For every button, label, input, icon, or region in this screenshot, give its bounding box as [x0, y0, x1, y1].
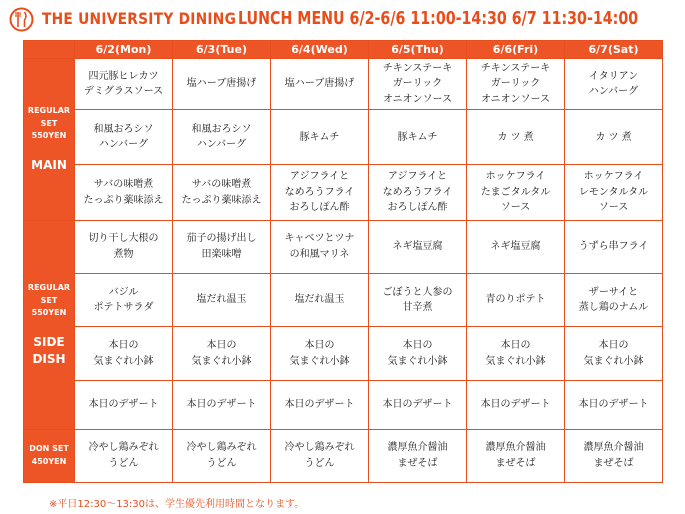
menu-item: 豚キムチ — [369, 110, 467, 165]
don-section-label — [24, 429, 75, 482]
menu-item: アジフライと なめろうフライ おろしぽん酢 — [369, 165, 467, 220]
menu-item: アジフライと なめろうフライ おろしぽん酢 — [271, 165, 369, 220]
menu-item: 豚キムチ — [271, 110, 369, 165]
menu-item: 本日のデザート — [369, 381, 467, 429]
menu-item: 濃厚魚介醤油 まぜそば — [369, 429, 467, 482]
menu-item: 冷やし鶏みぞれ うどん — [75, 429, 173, 482]
menu-item: カ ツ 煮 — [565, 110, 663, 165]
menu-row — [24, 59, 663, 110]
day-header: 6/4(Wed) — [271, 41, 369, 59]
menu-item: 和風おろシソ ハンバーグ — [173, 110, 271, 165]
menu-row — [24, 273, 663, 326]
menu-title: LUNCH MENU 6/2-6/6 11:00-14:30 6/7 11:30-14:00 — [238, 8, 639, 29]
main-section-label — [24, 59, 75, 221]
menu-item: カ ツ 煮 — [467, 110, 565, 165]
day-header: 6/2(Mon) — [75, 41, 173, 59]
menu-item: サバの味噌煮 たっぷり薬味添え — [173, 165, 271, 220]
menu-item: チキンステーキ ガーリック オニオンソース — [369, 59, 467, 110]
menu-item: 四元豚ヒレカツ デミグラスソース — [75, 59, 173, 110]
menu-item: 本日の 気まぐれ小鉢 — [75, 327, 173, 381]
menu-item: ホッケフライ たまごタルタル ソース — [467, 165, 565, 220]
menu-item: 本日のデザート — [467, 381, 565, 429]
menu-item: チキンステーキ ガーリック オニオンソース — [467, 59, 565, 110]
menu-item: 本日のデザート — [75, 381, 173, 429]
menu-item: キャベツとツナ の和風マリネ — [271, 220, 369, 273]
set-price-label: DON SET 450YEN — [29, 444, 69, 466]
brand-name: THE UNIVERSITY DINING — [42, 9, 237, 28]
menu-item: 切り干し大根の 煮物 — [75, 220, 173, 273]
menu-item: 冷やし鶏みぞれ うどん — [271, 429, 369, 482]
menu-item: ネギ塩豆腐 — [467, 220, 565, 273]
menu-item: ネギ塩豆腐 — [369, 220, 467, 273]
menu-item: ごぼうと人参の 甘辛煮 — [369, 273, 467, 326]
menu-item: ザーサイと 蒸し鶏のナムル — [565, 273, 663, 326]
menu-row — [24, 381, 663, 429]
menu-item: 濃厚魚介醤油 まぜそば — [565, 429, 663, 482]
set-price-label: REGULAR SET 550YEN — [27, 282, 71, 318]
menu-item: 塩だれ温玉 — [271, 273, 369, 326]
menu-row — [24, 327, 663, 381]
day-header: 6/5(Thu) — [369, 41, 467, 59]
menu-item: 本日の 気まぐれ小鉢 — [467, 327, 565, 381]
menu-item: 濃厚魚介醤油 まぜそば — [467, 429, 565, 482]
header — [0, 0, 685, 40]
menu-item: イタリアン ハンバーグ — [565, 59, 663, 110]
menu-item: 冷やし鶏みぞれ うどん — [173, 429, 271, 482]
menu-item: 塩ハーブ唐揚げ — [173, 59, 271, 110]
menu-item: 本日のデザート — [173, 381, 271, 429]
menu-item: 本日のデザート — [271, 381, 369, 429]
category-label: MAIN — [31, 158, 67, 173]
menu-row — [24, 429, 663, 482]
day-header-row — [24, 41, 663, 59]
category-label: SIDE DISH — [32, 335, 66, 366]
menu-item: 塩ハーブ唐揚げ — [271, 59, 369, 110]
side-section-label — [24, 220, 75, 429]
menu-item: ホッケフライ レモンタルタル ソース — [565, 165, 663, 220]
menu-item: 本日の 気まぐれ小鉢 — [369, 327, 467, 381]
menu-item: 本日の 気まぐれ小鉢 — [565, 327, 663, 381]
menu-item: サバの味噌煮 たっぷり薬味添え — [75, 165, 173, 220]
menu-item: 塩だれ温玉 — [173, 273, 271, 326]
day-header: 6/7(Sat) — [565, 41, 663, 59]
menu-item: うずら串フライ — [565, 220, 663, 273]
menu-row — [24, 165, 663, 220]
corner-cell — [24, 41, 75, 59]
menu-item: 茄子の揚げ出し 田楽味噌 — [173, 220, 271, 273]
menu-row — [24, 110, 663, 165]
menu-item: バジル ポテトサラダ — [75, 273, 173, 326]
menu-item: 本日のデザート — [565, 381, 663, 429]
lunch-menu-table — [23, 40, 663, 483]
menu-row — [24, 220, 663, 273]
menu-item: 青のりポテト — [467, 273, 565, 326]
dining-logo-icon — [9, 7, 34, 32]
day-header: 6/6(Fri) — [467, 41, 565, 59]
menu-item: 和風おろシソ ハンバーグ — [75, 110, 173, 165]
menu-item: 本日の 気まぐれ小鉢 — [271, 327, 369, 381]
set-price-label: REGULAR SET 550YEN — [27, 105, 71, 141]
day-header: 6/3(Tue) — [173, 41, 271, 59]
menu-item: 本日の 気まぐれ小鉢 — [173, 327, 271, 381]
footnote: ※平日12:30～13:30は、学生優先利用時間となります。 — [49, 499, 305, 510]
